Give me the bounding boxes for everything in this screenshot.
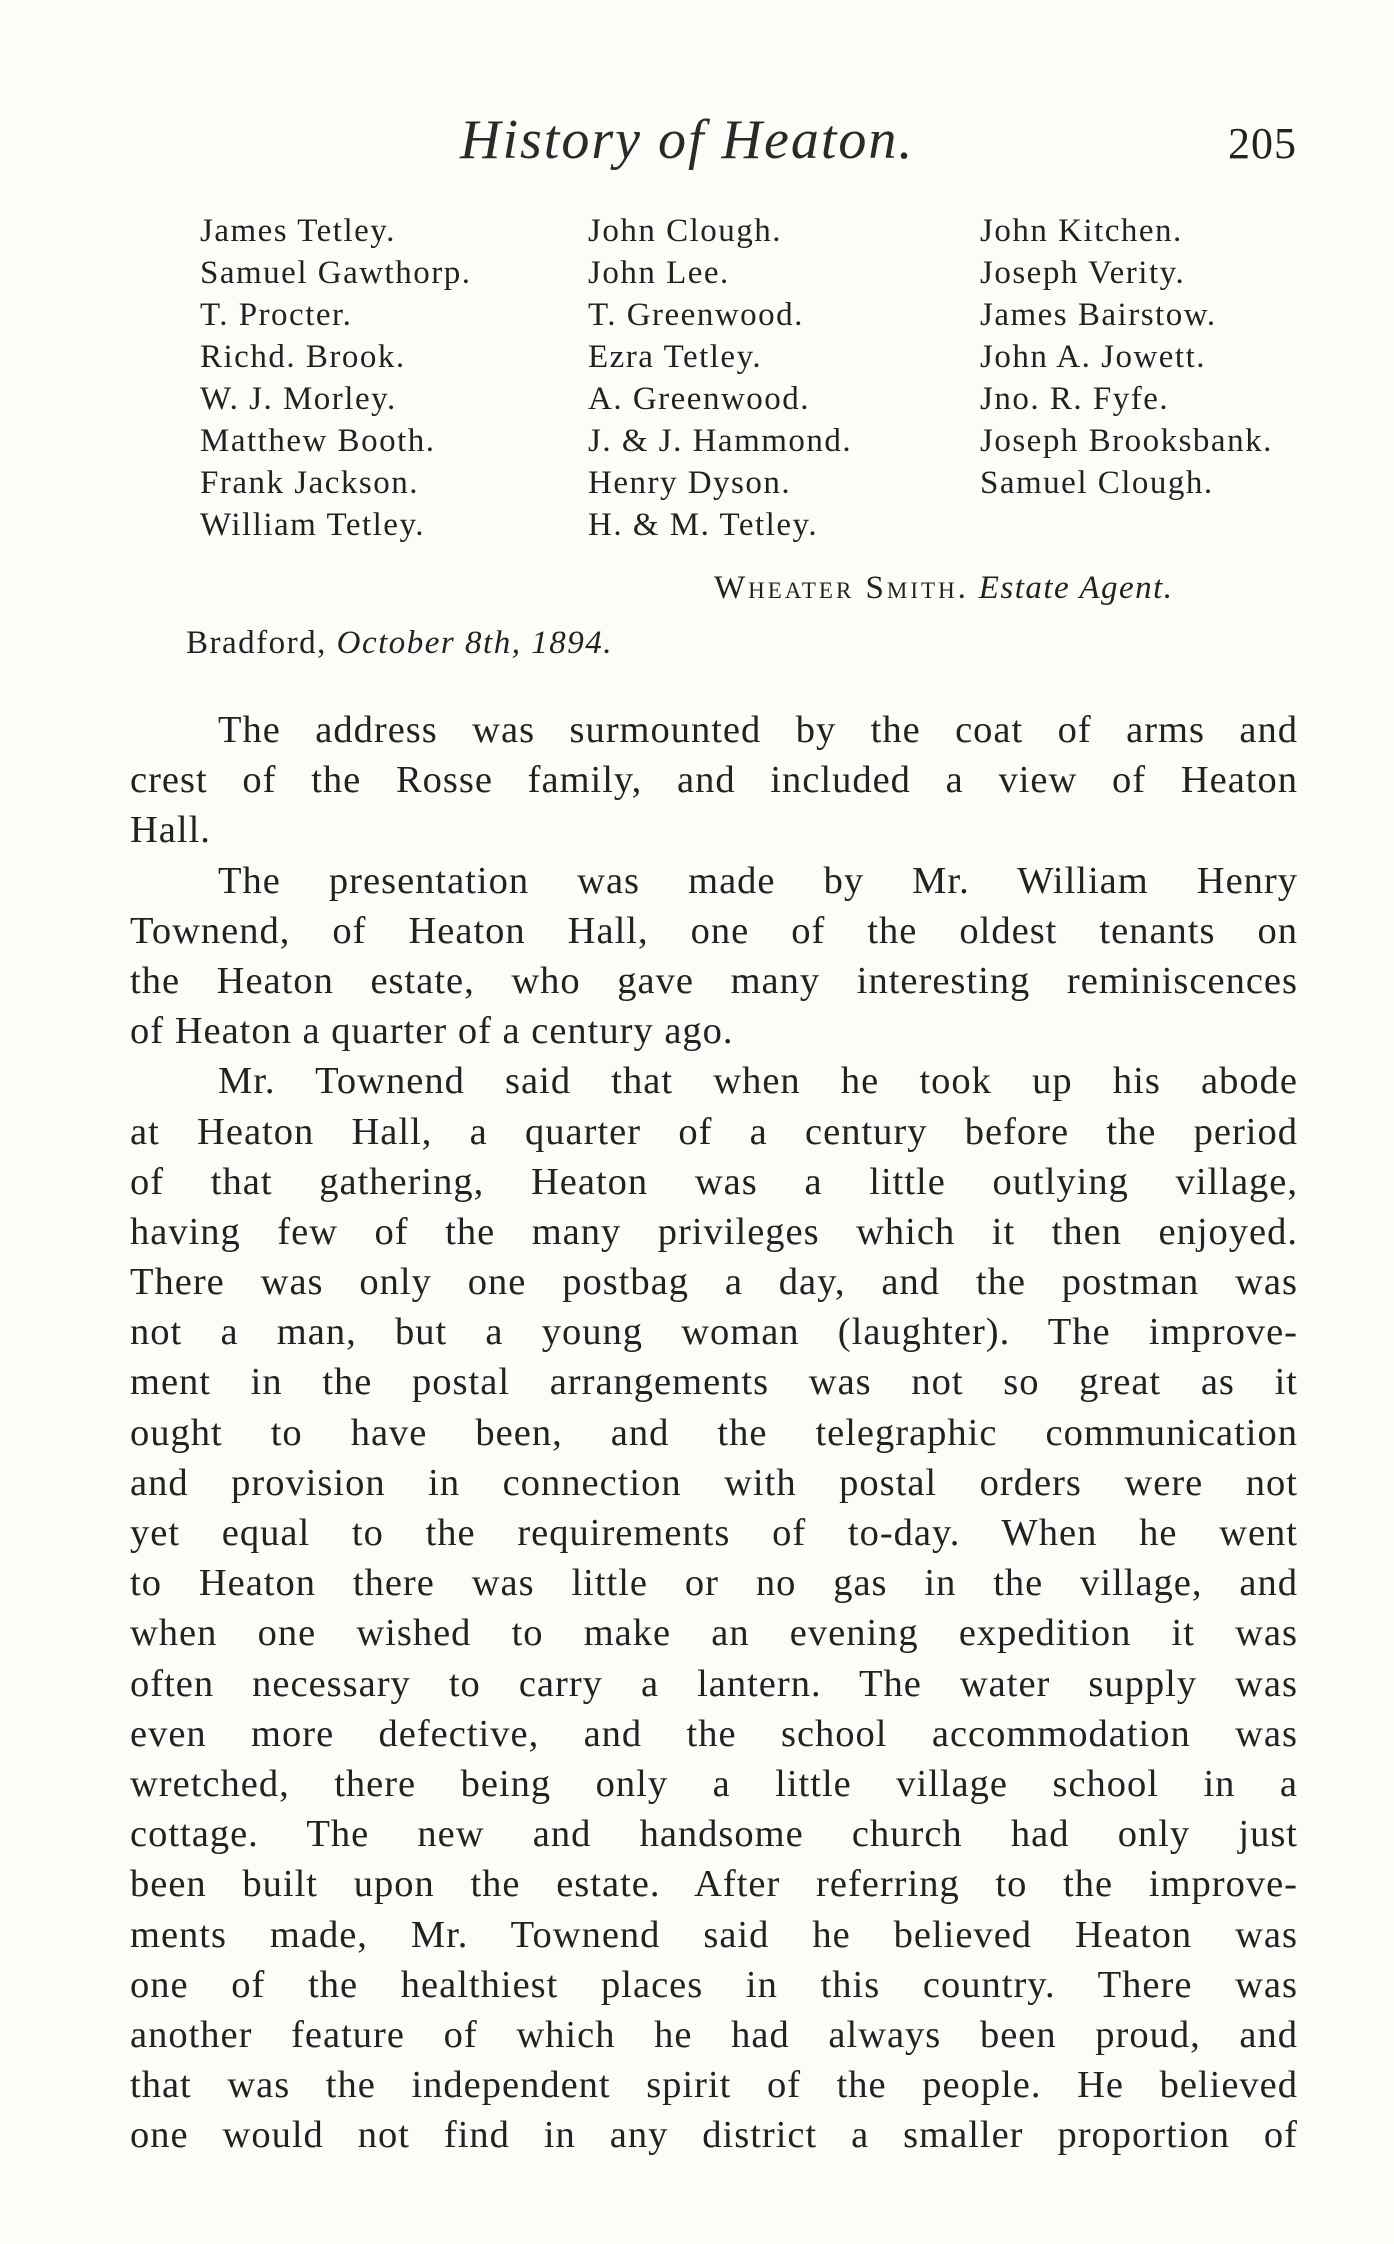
text-line: The presentation was made by Mr. William Henry (218, 859, 1298, 902)
subscriber-name: J. & J. Hammond. (588, 423, 853, 459)
text-line: been built upon the estate. After referring to the improve- (130, 1863, 1298, 1906)
text-line: the Heaton estate, who gave many interesting reminiscences (130, 959, 1298, 1002)
subscriber-name: John Lee. (588, 255, 730, 291)
running-title: History of Heaton. (460, 109, 915, 171)
subscriber-name: Joseph Verity. (980, 255, 1186, 291)
subscriber-name: William Tetley. (200, 507, 426, 543)
text-line: one would not find in any district a smaller proportion of (130, 2114, 1298, 2157)
signatory-role: Estate Agent. (978, 570, 1174, 606)
dateline-place: Bradford, (186, 625, 327, 661)
text-line: ments made, Mr. Townend said he believed Heaton was (130, 1913, 1298, 1956)
subscriber-name: W. J. Morley. (200, 381, 397, 417)
subscriber-name: Matthew Booth. (200, 423, 436, 459)
body-text (130, 705, 1298, 2160)
subscriber-name: A. Greenwood. (588, 381, 811, 417)
signature (714, 570, 1174, 607)
text-line: cottage. The new and handsome church had only just (130, 1813, 1298, 1856)
text-line: of that gathering, Heaton was a little outlying village, (130, 1160, 1298, 1203)
text-line: another feature of which he had always been proud, and (130, 2013, 1298, 2056)
subscriber-column-3 (980, 210, 1273, 504)
text-line: yet equal to the requirements of to-day. When he went (130, 1512, 1298, 1554)
subscriber-name: T. Procter. (200, 297, 353, 333)
signatory-name: Wheater Smith. (714, 570, 969, 606)
subscriber-name: Jno. R. Fyfe. (980, 381, 1170, 417)
subscriber-column-1 (200, 210, 471, 546)
subscriber-name: H. & M. Tetley. (588, 507, 819, 543)
subscriber-name: Henry Dyson. (588, 465, 792, 501)
dateline-year: 1894. (531, 625, 613, 661)
subscriber-name: James Bairstow. (980, 297, 1217, 333)
subscriber-name: Joseph Brooksbank. (980, 423, 1273, 459)
subscriber-name: Richd. Brook. (200, 339, 406, 375)
text-line: and provision in connection with postal orders were not (130, 1461, 1298, 1504)
subscriber-name: John A. Jowett. (980, 339, 1207, 375)
text-line: wretched, there being only a little village school in a (130, 1762, 1298, 1805)
text-line: not a man, but a young woman (laughter). The improve- (130, 1311, 1298, 1354)
subscriber-name: John Clough. (588, 213, 783, 249)
text-line: often necessary to carry a lantern. The water supply was (130, 1662, 1298, 1705)
page-number: 205 (1228, 119, 1297, 168)
text-line: of Heaton a quarter of a century ago. (130, 1010, 734, 1053)
text-line: The address was surmounted by the coat of arms and (218, 709, 1298, 751)
text-line: Townend, of Heaton Hall, one of the oldest tenants on (130, 909, 1298, 952)
subscriber-name: T. Greenwood. (588, 297, 804, 333)
subscriber-name: Samuel Gawthorp. (200, 255, 472, 291)
text-line: having few of the many privileges which it then enjoyed. (130, 1210, 1298, 1253)
text-line: ought to have been, and the telegraphic communication (130, 1411, 1298, 1454)
text-line: Mr. Townend said that when he took up his abode (218, 1060, 1298, 1103)
text-line: There was only one postbag a day, and the postman was (130, 1261, 1298, 1304)
page-header (0, 108, 1394, 178)
subscriber-name: James Tetley. (200, 213, 396, 249)
text-line: ment in the postal arrangements was not so great as it (130, 1361, 1298, 1404)
dateline (186, 625, 613, 662)
text-line: when one wished to make an evening expedition it was (130, 1612, 1298, 1655)
subscriber-name: Samuel Clough. (980, 465, 1214, 501)
subscriber-name: Frank Jackson. (200, 465, 419, 501)
subscriber-column-2 (588, 210, 852, 546)
text-line: that was the independent spirit of the people. He believed (130, 2064, 1298, 2107)
subscriber-name: Ezra Tetley. (588, 339, 763, 375)
text-line: Hall. (130, 809, 211, 852)
text-line: even more defective, and the school accommodation was (130, 1712, 1298, 1755)
dateline-date: October 8th, (336, 625, 522, 661)
text-line: crest of the Rosse family, and included a view of Heaton (130, 759, 1298, 802)
text-line: to Heaton there was little or no gas in the village, and (130, 1562, 1298, 1605)
text-line: at Heaton Hall, a quarter of a century before the period (130, 1110, 1298, 1153)
subscriber-name: John Kitchen. (980, 213, 1183, 249)
text-line: one of the healthiest places in this country. There was (130, 1963, 1298, 2006)
